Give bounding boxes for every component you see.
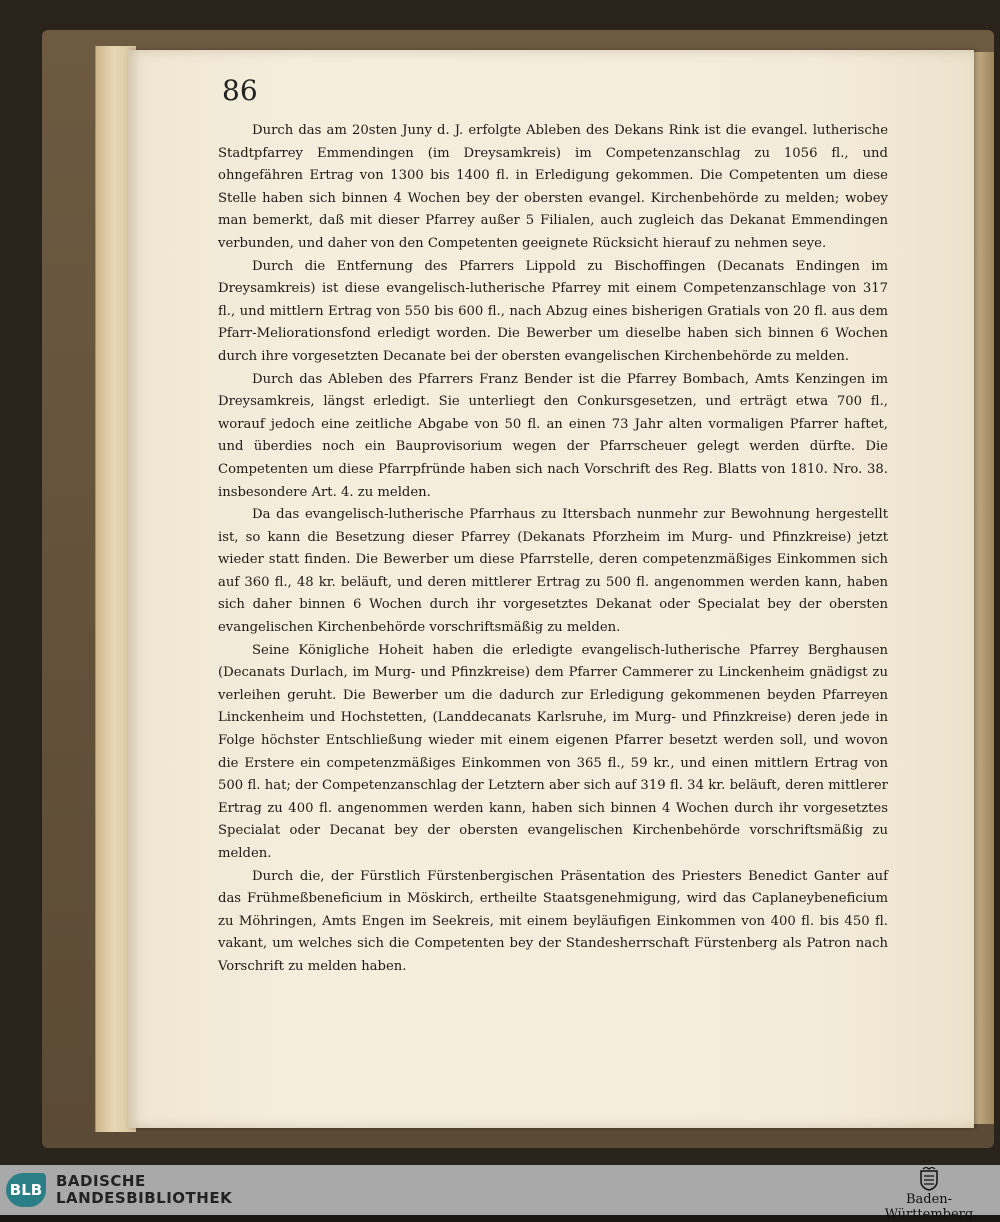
page-text (218, 120, 888, 979)
footer-bar (0, 1165, 1000, 1222)
baden-wuerttemberg-logo[interactable] (864, 1167, 994, 1222)
page-right-edge (972, 52, 994, 1124)
blb-logo[interactable]: BLB (6, 1173, 46, 1207)
paragraph: Durch das Ableben des Pfarrers Franz Bender ist die Pfarrey Bombach, Amts Kenzingen im Dreysamkreis, längst erledigt. Sie unterliegt den Conkursgesetzen, und erträgt etwa 700 fl., worauf jedoch eine zeitliche Abgabe von 50 fl. an einen 73 Jahr alten vormaligen Pfarrer haftet, und überdies noch ein Bauprovisorium wegen der Pfarrscheuer gelegt werden dürfte. Die Competenten um diese Pfarrpfründe haben sich nach Vorschrift des Reg. Blatts von 1810. Nro. 38. insbesondere Art. 4. zu melden. (218, 371, 888, 500)
page-number: 86 (222, 74, 258, 107)
library-name[interactable] (56, 1173, 232, 1207)
library-name-line2: LANDESBIBLIOTHEK (56, 1189, 233, 1207)
coat-of-arms-icon (919, 1167, 939, 1191)
paragraph: Durch die, der Fürstlich Fürstenbergischen Präsentation des Priesters Benedict Ganter auf das Frühmeßbeneficium in Möskirch, ertheilte Staatsgenehmigung, wird das Caplaneybeneficium zu Möhringen, Amts Engen im Seekreis, mit einem beyläufigen Einkommen von 400 fl. bis 450 fl. vakant, um welches sich die Competenten bey der Standesherrschaft Fürstenberg als Patron nach Vorschrift zu melden haben. (218, 868, 888, 974)
library-name-line1: BADISCHE (56, 1172, 146, 1190)
paragraph: Da das evangelisch-lutherische Pfarrhaus zu Ittersbach nunmehr zur Bewohnung hergestellt ist, so kann die Besetzung dieser Pfarrey (Dekanats Pforzheim im Murg- und Pfinzkreise) jetzt wieder statt finden. Die Bewerber um diese Pfarrstelle, deren competenzmäßiges Einkommen sich auf 360 fl., 48 kr. beläuft, und deren mittlerer Ertrag zu 500 fl. angenommen werden kann, haben sich daher binnen 6 Wochen durch ihr vorgesetztes Dekanat oder Specialat bey der obersten evangelischen Kirchenbehörde vorschriftsmäßig zu melden. (218, 507, 888, 636)
paragraph: Seine Königliche Hoheit haben die erledigte evangelisch-lutherische Pfarrey Berghausen (Decanats Durlach, im Murg- und Pfinzkreise) dem Pfarrer Cammerer zu Linckenheim gnädigst zu verleihen geruht. Die Bewerber um die dadurch zur Erledigung gekommenen beyden Pfarreyen Linckenheim und Hochstetten, (Landdecanats Karlsruhe, im Murg- und Pfinzkreise) deren jede in Folge höchster Entschließung wieder mit einem eigenen Pfarrer besetzt werden soll, und wovon die Erstere ein competenzmäßiges Einkommen von 365 fl., 59 kr., und einen mittlern Ertrag von 500 fl. hat; der Competenzanschlag der Letztern aber sich auf 319 fl. 34 kr. beläuft, deren mittlerer Ertrag zu 400 fl. angenommen werden kann, haben sich binnen 4 Wochen durch ihr vorgesetztes Specialat oder Decanat bey der obersten evangelischen Kirchenbehörde vorschriftsmäßig zu melden. (218, 642, 888, 861)
paragraph: Durch das am 20sten Juny d. J. erfolgte Ableben des Dekans Rink ist die evangel. lutherische Stadtpfarrey Emmendingen (im Dreysamkreis) im Competenzanschlag zu 1056 fl., und ohngefähren Ertrag von 1300 bis 1400 fl. in Erledigung gekommen. Die Competenten um diese Stelle haben sich binnen 4 Wochen bey der obersten evangel. Kirchenbehörde zu melden; wobey man bemerkt, daß mit dieser Pfarrey außer 5 Filialen, auch zugleich das Dekanat Emmendingen verbunden, und daher von den Competenten geeignete Rücksicht hierauf zu nehmen seye. (218, 123, 888, 251)
partner-name: Baden-Württemberg (884, 1192, 974, 1222)
paragraph: Durch die Entfernung des Pfarrers Lippold zu Bischoffingen (Decanats Endingen im Dreysamkreis) ist diese evangelisch-lutherische Pfarrey mit einem Competenzanschlage von 317 fl., und mittlern Ertrag von 550 bis 600 fl., nach Abzug eines bisherigen Gratials von 20 fl. aus dem Pfarr-Meliorationsfond erledigt worden. Die Bewerber um dieselbe haben sich binnen 6 Wochen durch ihre vorgesetzten Decanate bei der obersten evangelischen Kirchenbehörde zu melden. (218, 258, 888, 364)
